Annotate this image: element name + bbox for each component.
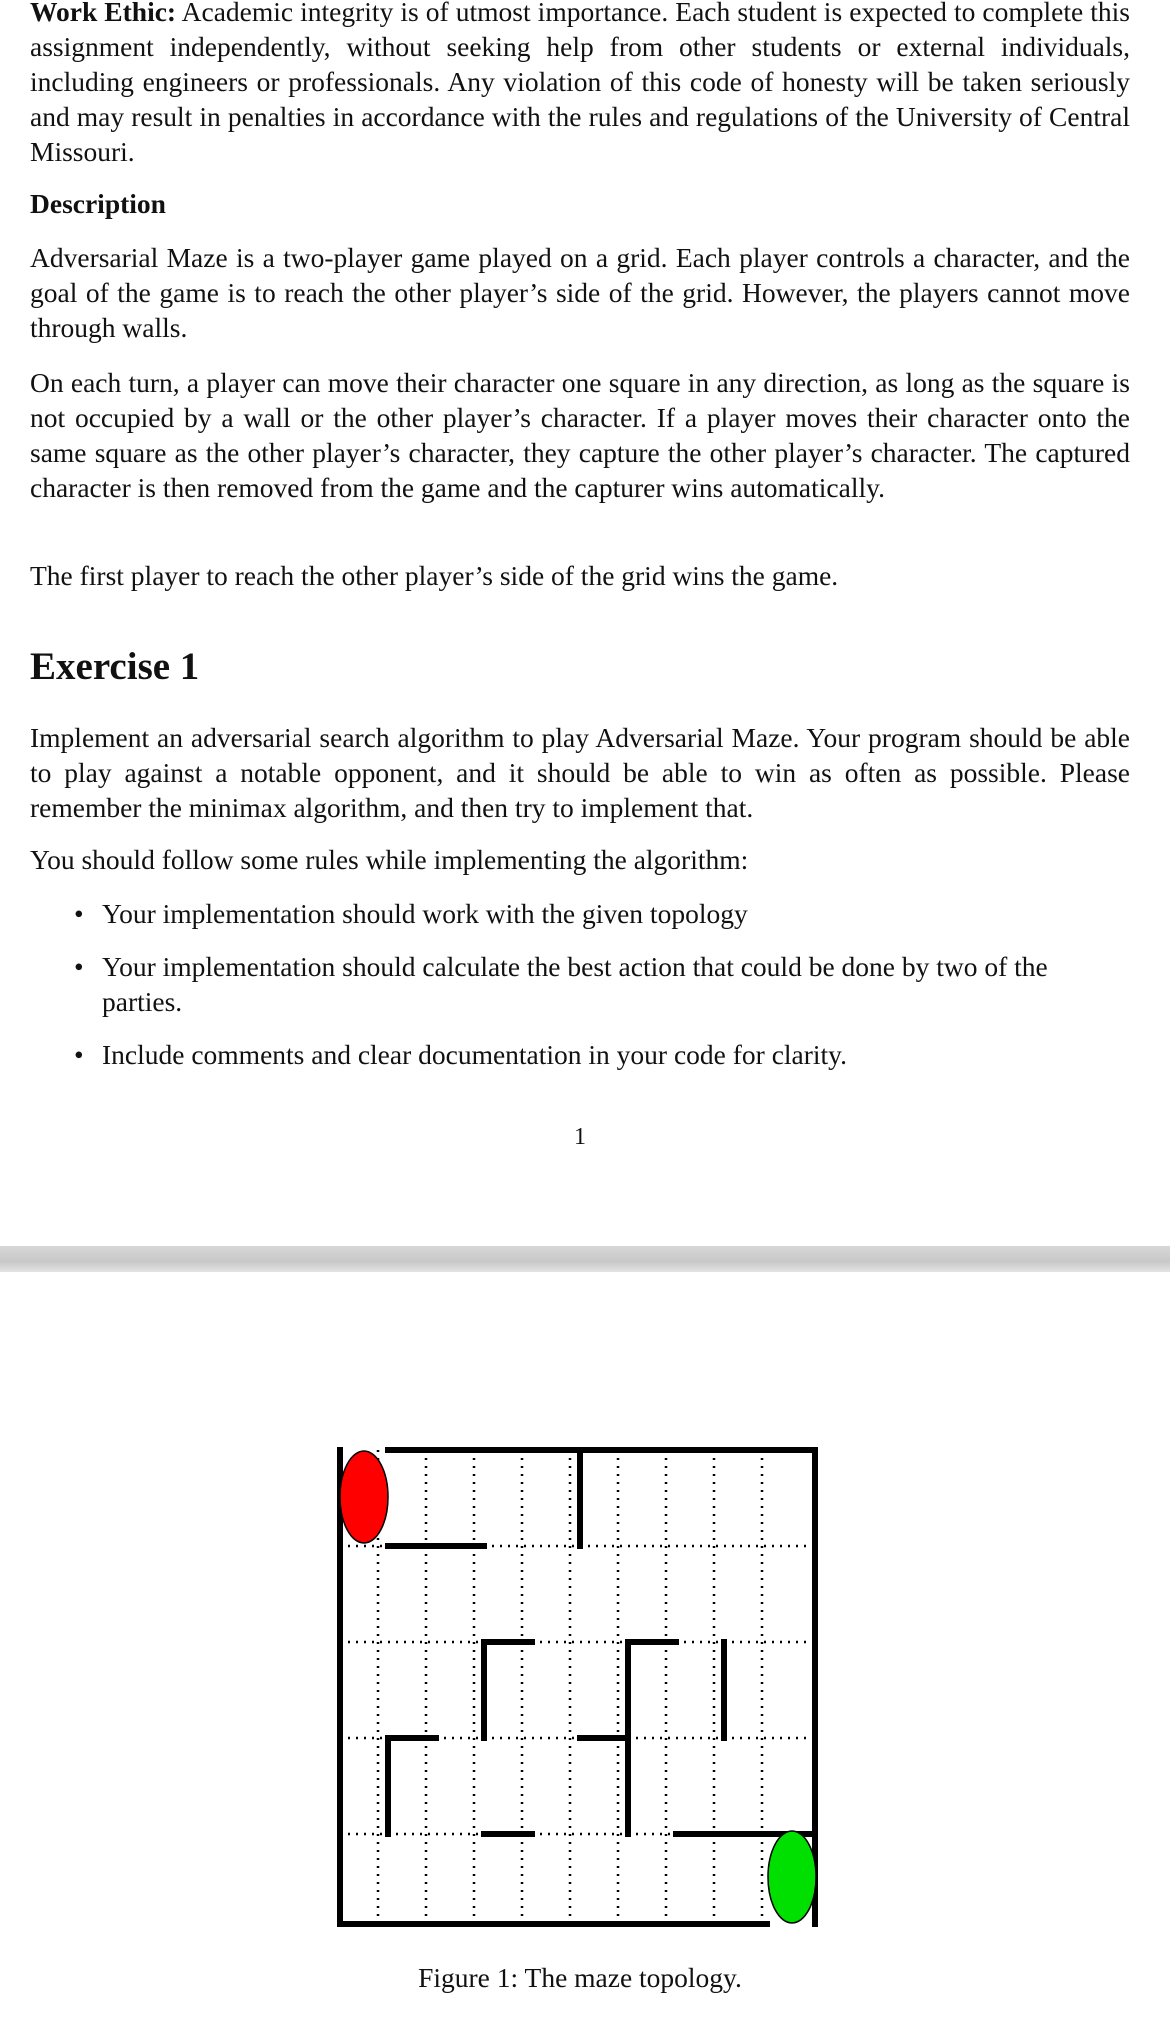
description-paragraph-3: The first player to reach the other player’s side of the grid wins the game.: [30, 560, 839, 591]
exercise-intro: Implement an adversarial search algorithm to play Adversarial Maze. Your program should be able to play against a notable opponent, and it should be able to win as often as possible. Please remember the minimax algorithm, and then try to implement that.: [30, 722, 1130, 823]
rules-list: [30, 896, 1130, 1090]
maze-walls: [340, 1450, 815, 1924]
bullet-icon: •: [74, 898, 84, 929]
page-number: 1: [574, 1124, 586, 1150]
description-paragraph-1: Adversarial Maze is a two-player game played on a grid. Each player controls a character, and the goal of the game is to reach the other player’s side of the grid. However, the players cannot move through walls.: [30, 242, 1130, 343]
red-player-piece: [340, 1451, 388, 1543]
figure-caption: Figure 1: The maze topology.: [418, 1962, 742, 1993]
work-ethic-text: Academic integrity is of utmost importance. Each student is expected to complete this assignment independently, without seeking help from other students or external individuals, including engineers or professionals. Any violation of this code of honesty will be taken seriously and may result in penalties in accordance with the rules and regulations of the University of Central Missouri.: [30, 0, 1131, 167]
page-separator: [0, 1246, 1170, 1272]
bullet-icon: •: [74, 1039, 84, 1070]
rules-intro: You should follow some rules while implementing the algorithm:: [30, 844, 749, 875]
green-player-piece: [768, 1831, 816, 1923]
work-ethic-paragraph: [30, 0, 1130, 169]
list-item: [30, 949, 1130, 1019]
list-item: [30, 1037, 1130, 1072]
rule-text: Your implementation should work with the given topology: [102, 898, 748, 929]
rule-text: Include comments and clear documentation in your code for clarity.: [102, 1039, 848, 1070]
list-item: [30, 896, 1130, 931]
description-paragraph-2: On each turn, a player can move their character one square in any direction, as long as the square is not occupied by a wall or the other player’s character. If a player moves their character onto the same square as the other player’s character, they capture the other player’s character. The captured character is then removed from the game and the capturer wins automatically.: [30, 367, 1130, 503]
bullet-icon: •: [74, 951, 84, 982]
work-ethic-label: Work Ethic:: [30, 0, 177, 27]
rule-text: Your implementation should calculate the best action that could be done by two of the parties.: [102, 951, 1048, 1017]
exercise-title: Exercise 1: [30, 645, 200, 688]
description-heading: Description: [30, 188, 166, 219]
maze-topology-figure: [330, 1440, 830, 1940]
